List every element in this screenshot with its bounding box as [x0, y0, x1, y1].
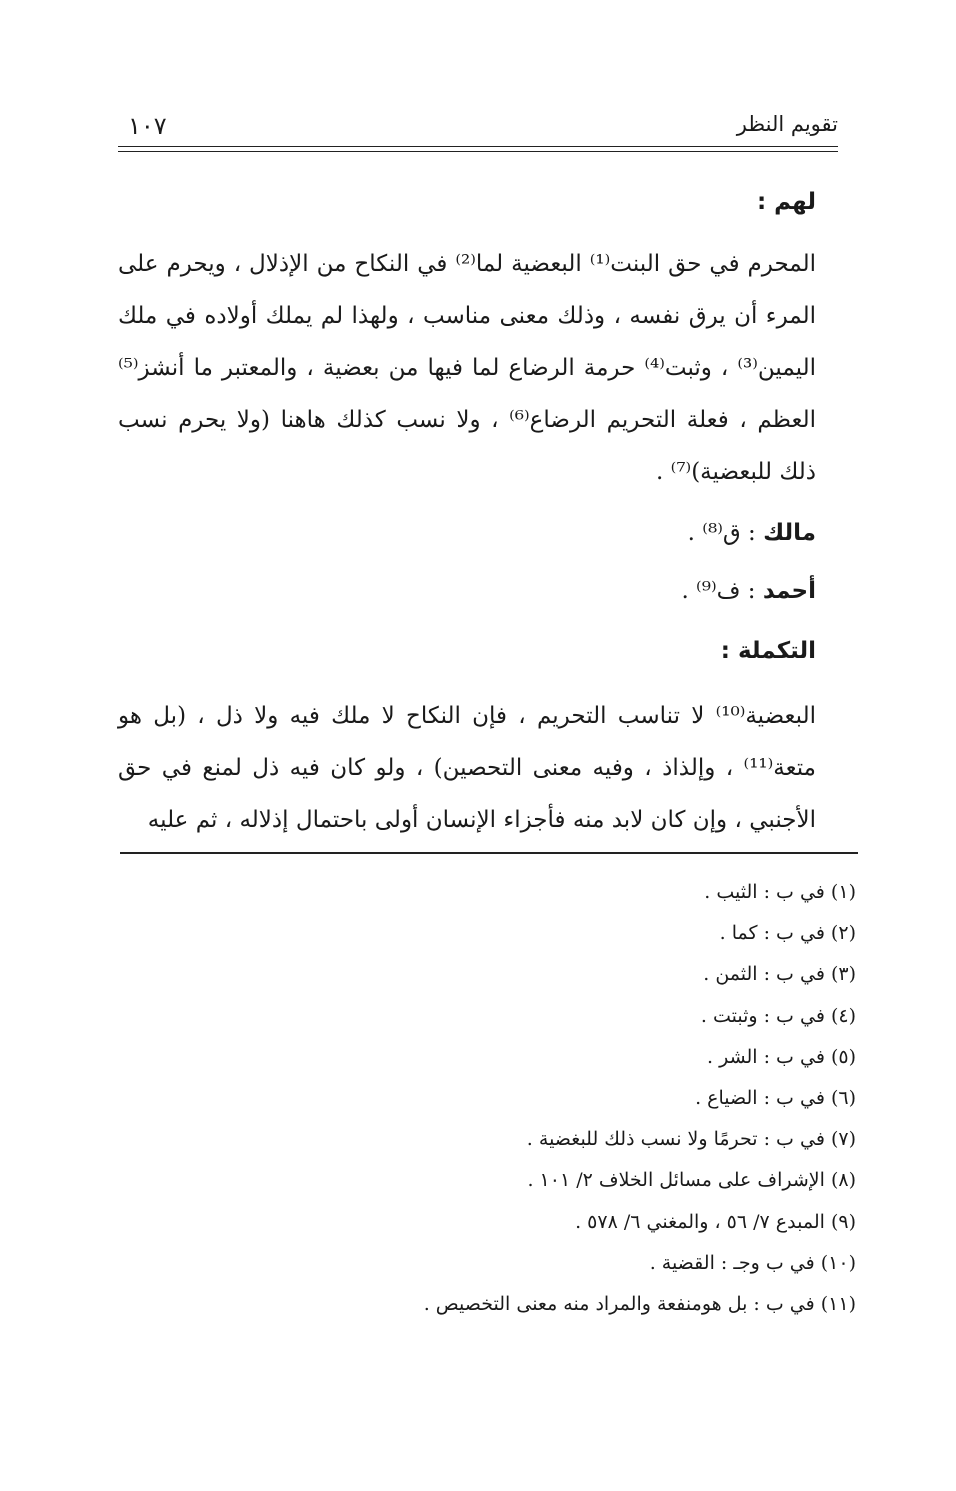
footnote-item: (١١) في ب : بل هومنفعة والمراد منه معنى التخصيص .: [423, 1293, 856, 1316]
paragraph-2: البعضية⁽¹⁰⁾ لا تناسب التحريم ، فإن النكاح لا ملك فيه ولا ذل ، (بل هو متعة⁽¹¹⁾ ، وإلذاذ ، وفيه معنى التحصين) ، ولو كان فيه ذل لمنع في حق الأجنبي ، وإن كان لابد منه فأجزاء الإنسان أولى باحتمال إذلاله ، ثم عليه: [118, 703, 816, 833]
footnote-item: (١٠) في ب وجـ : القضية .: [649, 1251, 856, 1274]
footnote-item: (٤) في ب : وثبتت .: [700, 1004, 856, 1027]
ahmad-row: [118, 562, 816, 620]
malik-row: [118, 504, 816, 562]
malik-label: مالك: [763, 520, 816, 546]
footnote-rule: [120, 852, 858, 854]
footnote-item: (٥) في ب : الشر .: [707, 1045, 856, 1068]
footnote-item: (١) في ب : الثيب .: [704, 881, 856, 903]
ahmad-value: : ف⁽⁹⁾ .: [681, 578, 756, 604]
footnote-item: (٧) في ب : تحرمًا ولا نسب ذلك للبغضية .: [526, 1128, 856, 1151]
footnotes-list: [296, 872, 856, 1325]
main-text: [118, 176, 816, 846]
malik-value: : ق⁽⁸⁾ .: [687, 520, 756, 546]
header-rule: [118, 146, 838, 147]
heading-takmila: التكملة :: [720, 638, 816, 664]
page-number: ١٠٧: [128, 112, 167, 140]
heading-lahum: لهم :: [756, 189, 816, 215]
paragraph-1: المحرم في حق البنت⁽¹⁾ البعضية لما⁽²⁾ في النكاح من الإذلال ، ويحرم على المرء أن يرق نفسه ، وذلك معنى مناسب ، ولهذا لم يملك أولاده في ملك اليمين⁽³⁾ ، وثبت⁽⁴⁾ حرمة الرضاع لما فيها من بعضية ، والمعتبر ما أنشز⁽⁵⁾ العظم ، فعلة التحريم الرضاع⁽⁶⁾ ، ولا نسب كذلك هاهنا (ولا يحرم نسب ذلك للبعضية)⁽⁷⁾ .: [118, 251, 817, 485]
running-title: تقويم النظر: [736, 112, 838, 136]
footnote-item: (٢) في ب : كما .: [719, 922, 856, 945]
ahmad-label: أحمد: [762, 578, 816, 604]
footnote-item: (٣) في ب : الثمن .: [703, 963, 856, 986]
footnote-item: (٨) الإشراف على مسائل الخلاف ٢/ ١٠١ .: [527, 1169, 856, 1192]
header-rule-thin: [118, 151, 838, 152]
footnote-item: (٦) في ب : الضياع .: [695, 1087, 856, 1110]
footnote-item: (٩) المبدع ٧/ ٥٦ ، والمغني ٦/ ٥٧٨ .: [575, 1210, 856, 1233]
